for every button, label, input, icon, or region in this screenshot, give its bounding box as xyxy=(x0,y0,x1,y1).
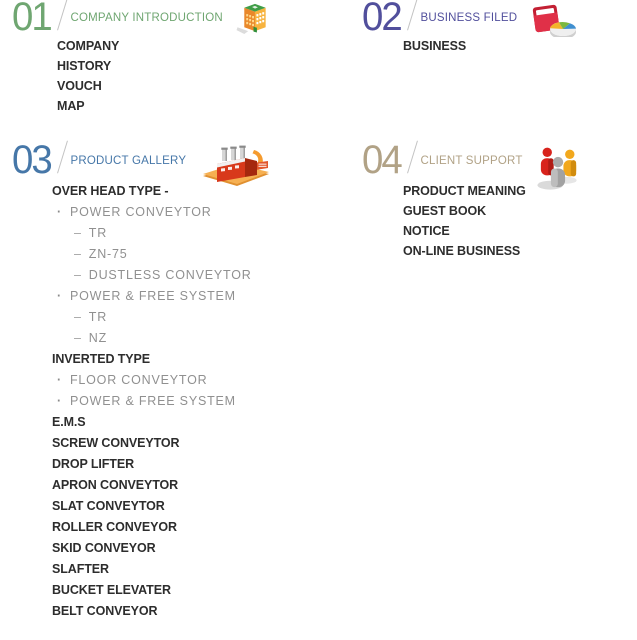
sitemap-item[interactable]: · POWER & FREE SYSTEM xyxy=(57,395,271,408)
sitemap-item[interactable]: DROP LIFTER xyxy=(52,457,135,471)
slash-divider xyxy=(406,0,416,32)
sitemap-item[interactable]: SKID CONVEYOR xyxy=(52,541,156,555)
building-icon xyxy=(236,1,272,39)
sitemap-item[interactable]: – TR xyxy=(74,227,271,240)
sitemap-item[interactable]: PRODUCT MEANING xyxy=(403,184,526,198)
sitemap-item[interactable]: · POWER CONVEYTOR xyxy=(57,206,271,219)
sitemap-item[interactable]: BUSINESS xyxy=(403,39,467,53)
section-number: 02 xyxy=(362,0,401,39)
section-product-gallery xyxy=(12,138,271,626)
section-header xyxy=(362,138,582,182)
sitemap-item[interactable]: – ZN-75 xyxy=(74,248,271,261)
folder-pie-icon xyxy=(530,1,578,42)
sitemap-item[interactable]: OVER HEAD TYPE - xyxy=(52,184,169,198)
section-number: 04 xyxy=(362,138,401,182)
sitemap-item[interactable]: · FLOOR CONVEYTOR xyxy=(57,374,271,387)
sitemap-item[interactable]: NOTICE xyxy=(403,224,450,238)
sitemap-item[interactable]: BUCKET ELEVATER xyxy=(52,583,171,597)
factory-icon xyxy=(199,144,271,191)
sitemap-item[interactable]: APRON CONVEYTOR xyxy=(52,478,179,492)
sitemap-item[interactable]: HISTORY xyxy=(57,59,112,73)
sitemap-item[interactable]: – DUSTLESS CONVEYTOR xyxy=(74,269,271,282)
section-header xyxy=(12,138,271,182)
section-links xyxy=(12,185,271,618)
sitemap-item[interactable]: VOUCH xyxy=(57,79,102,93)
section-number: 01 xyxy=(12,0,51,39)
sitemap-item[interactable]: SLAFTER xyxy=(52,562,109,576)
sitemap-item[interactable]: E.M.S xyxy=(52,415,86,429)
sitemap-item[interactable]: ON-LINE BUSINESS xyxy=(403,244,521,258)
sitemap-item[interactable]: SLAT CONVEYTOR xyxy=(52,499,165,513)
slash-divider xyxy=(56,0,66,32)
sitemap-item[interactable]: SCREW CONVEYTOR xyxy=(52,436,180,450)
section-header xyxy=(12,0,272,39)
sitemap-item[interactable]: MAP xyxy=(57,99,85,113)
section-client-support xyxy=(362,138,582,265)
sitemap-item[interactable]: · POWER & FREE SYSTEM xyxy=(57,290,271,303)
section-title-business-filed[interactable]: BUSINESS FILED xyxy=(420,12,518,24)
section-title-client-support[interactable]: CLIENT SUPPORT xyxy=(420,155,523,167)
people-icon xyxy=(536,144,582,198)
section-number: 03 xyxy=(12,138,51,182)
slash-divider xyxy=(56,143,66,175)
slash-divider xyxy=(406,143,416,175)
section-business-filed xyxy=(362,0,578,60)
section-title-company-introduction[interactable]: COMPANY INTRODUCTION xyxy=(70,12,223,24)
sitemap-item[interactable]: – NZ xyxy=(74,332,271,345)
sitemap-item[interactable]: – TR xyxy=(74,311,271,324)
sitemap-item[interactable]: COMPANY xyxy=(57,39,120,53)
section-links xyxy=(12,40,272,113)
sitemap-item[interactable]: ROLLER CONVEYOR xyxy=(52,520,177,534)
section-title-product-gallery[interactable]: PRODUCT GALLERY xyxy=(70,155,187,167)
sitemap-item[interactable]: BELT CONVEYOR xyxy=(52,604,158,618)
sitemap-item[interactable]: INVERTED TYPE xyxy=(52,352,151,366)
section-company-introduction xyxy=(12,0,272,120)
section-header xyxy=(362,0,578,39)
sitemap-item[interactable]: GUEST BOOK xyxy=(403,204,487,218)
